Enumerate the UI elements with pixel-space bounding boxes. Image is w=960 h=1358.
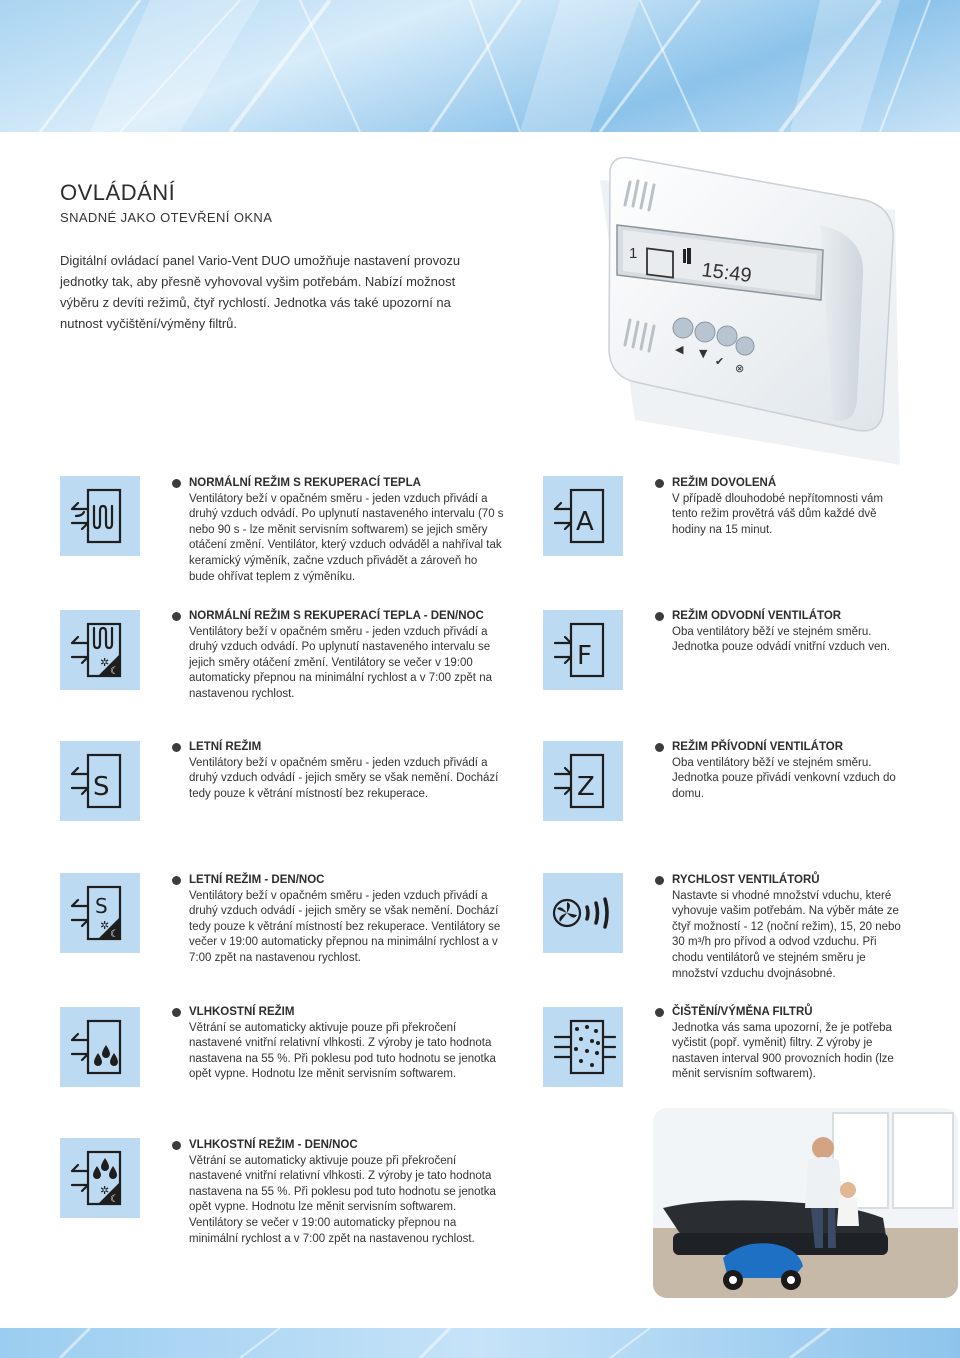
intro-paragraph: Digitální ovládací panel Vario-Vent DUO umožňuje nastavení provozu jednotky tak, aby přesně vyhovoval vyšim potřebám. Nabízí možnost výběru z devíti režimů, čtyř rychlostí. Jednotka vás také upozorní na nutnost vyčištění/výměny filtrů.: [60, 253, 461, 331]
svg-text:☾: ☾: [110, 929, 119, 940]
supply-fan-icon: [543, 741, 623, 821]
mode-description: Nastavte si vhodné množství vduchu, které vyhovuje vašim potřebám. Na výběr máte ze čtyř možností - 12 (noční režim), 15, 20 nebo 30 m³/h pro přívod a odvod vzduchu. Při chodu ventilátorů ve stejném směru je množství vzduchu dvojnásobné.: [672, 889, 901, 980]
mode-description: Ventilátory beží v opačném směru - jeden vzduch přivádí a druhý vzduch odvádí - jejich směry se však nemění. Dochází tedy pouze k větrání místností bez rekuperace. Ventilátory se večer v 19:00 automaticky přepnou na minimální rychlost a v 7:00 zpět na nastavenou rychlost.: [189, 889, 501, 964]
mode-description: V případě dlouhodobé nepřítomnosti vám tento režim provětrá váš dům každé dvě hodiny na 15 minut.: [672, 492, 883, 536]
svg-text:✲: ✲: [100, 1184, 110, 1197]
mode-description: Ventilátory beží v opačném směru - jeden vzduch přivádí a druhý vzduch odvádí. Po uplynutí nastaveného intervalu (70 s nebo 90 s - lze měnit servisním softwarem) se jejich směry otáčení změní. Ventilátor, který vzduch odváděl a nahříval tak keramický výměník, začne vzduch přivádět a zároveň ho bude ohřívat teplem z výměníku.: [189, 492, 504, 583]
summer-day-night-icon: [60, 873, 140, 953]
mode-title: LETNÍ REŽIM: [189, 741, 262, 753]
bullet-dot: [172, 876, 181, 885]
bullet-dot: [655, 876, 664, 885]
mode-title: NORMÁLNÍ REŽIM S REKUPERACÍ TEPLA: [189, 477, 421, 489]
svg-text:☾: ☾: [110, 666, 119, 677]
mode-title: VLHKOSTNÍ REŽIM: [189, 1006, 295, 1018]
mode-description: Ventilátory beží v opačném směru - jeden vzduch přivádí a druhý vzduch odvádí. Po uplynutí nastaveného intervalu se jejich směry otáčení změní. Ventilátory se večer v 19:00 automaticky přepnou na minimální rychlost a v 7:00 zpět na nastavenou rychlost.: [189, 625, 492, 700]
bullet-dot: [655, 612, 664, 621]
mode-humidity: [189, 1005, 504, 1083]
bullet-dot: [172, 479, 181, 488]
bullet-dot: [172, 612, 181, 621]
page-subtitle: SNADNÉ JAKO OTEVŘENÍ OKNA: [60, 210, 273, 225]
mode-fan-speed: [672, 873, 907, 982]
svg-text:✲: ✲: [100, 919, 110, 932]
icon-letter-s2: S: [95, 894, 108, 918]
humidity-day-night-icon: [60, 1138, 140, 1218]
mode-title: ČIŠTĚNÍ/VÝMĚNA FILTRŮ: [672, 1006, 813, 1018]
living-room-photo: [653, 1108, 958, 1298]
mode-title: NORMÁLNÍ REŽIM S REKUPERACÍ TEPLA - DEN/NOC: [189, 610, 484, 622]
svg-text:⊗: ⊗: [735, 362, 745, 375]
mode-supply-fan: [672, 740, 907, 802]
svg-text:◀: ◀: [675, 343, 684, 356]
bullet-dot: [172, 743, 181, 752]
mode-description: Ventilátory beží v opačném směru - jeden vzduch přivádí a druhý vzduch odvádí - jejich směry se však nemění. Dochází tedy pouze k větrání místností bez rekuperace.: [189, 756, 499, 800]
icon-letter-a: A: [576, 507, 594, 537]
svg-text:▼: ▼: [699, 347, 708, 360]
mode-title: RYCHLOST VENTILÁTORŮ: [672, 874, 820, 886]
mode-description: Větrání se automaticky aktivuje pouze při překročení nastavené vnitřní relativní vlhkosti. Z výroby je tato hodnota nastavena na 55 %. Při poklesu pod tuto hodnotu se jenotka opět vypne. Hodnotu lze měnit servisním softwarem.: [189, 1021, 496, 1081]
bullet-dot: [172, 1008, 181, 1017]
mode-description: Větrání se automaticky aktivuje pouze při překročení nastavené vnitřní relativní vlhkosti. Z výroby je tato hodnota nastavena na 55 %. Při poklesu pod tuto hodnotu se jenotka opět vypne. Hodnotu lze měnit servisním softwarem. Ventilátory se večer v 19:00 automaticky přepnou na minimální rychlost a v 7:00 zpět na nastavenou rychlost.: [189, 1154, 496, 1245]
summer-mode-icon: [60, 741, 140, 821]
bottom-banner: [0, 1328, 960, 1358]
mode-summer: [189, 740, 504, 802]
mode-title: LETNÍ REŽIM - DEN/NOC: [189, 874, 325, 886]
mode-filter-cleaning: [672, 1005, 907, 1083]
control-panel-illustration: [595, 150, 905, 465]
icon-letter-f: F: [577, 641, 592, 671]
humidity-mode-icon: [60, 1007, 140, 1087]
icon-letter-s: S: [93, 772, 110, 802]
mode-title: REŽIM DOVOLENÁ: [672, 477, 777, 489]
mode-summer-day-night: [189, 873, 504, 967]
filter-icon: [543, 1007, 623, 1087]
bullet-dot: [655, 743, 664, 752]
mode-humidity-day-night: [189, 1138, 504, 1247]
mode-description: Oba ventilátory běží ve stejném směru. Jednotka pouze odvádí vnitřní vzduch ven.: [672, 625, 891, 654]
svg-text:✔: ✔: [715, 355, 725, 368]
mode-title: REŽIM PŘÍVODNÍ VENTILÁTOR: [672, 741, 844, 753]
display-time: 15:49: [700, 259, 753, 288]
bullet-dot: [655, 1008, 664, 1017]
heat-recovery-day-night-icon: [60, 610, 140, 690]
holiday-mode-icon: [543, 476, 623, 556]
display-mode: 1: [629, 245, 638, 262]
page-title: OVLÁDÁNÍ: [60, 180, 176, 205]
mode-description: Jednotka vás sama upozorní, že je potřeba vyčistit (popř. vyměnit) filtry. Z výroby je nastaven interval 900 provozních hodin (lze měnit servisním softwarem).: [672, 1021, 894, 1081]
svg-text:✲: ✲: [100, 656, 110, 669]
top-banner: [0, 0, 960, 132]
mode-normal-heat-recovery: [189, 476, 504, 585]
mode-description: Oba ventilátory běží ve stejném směru. Jednotka pouze přivádí venkovní vzduch do domu.: [672, 756, 896, 800]
mode-heat-recovery-day-night: [189, 609, 504, 703]
mode-title: REŽIM ODVODNÍ VENTILÁTOR: [672, 610, 842, 622]
svg-text:☾: ☾: [110, 1194, 119, 1205]
fan-speed-icon: [543, 873, 623, 953]
heat-recovery-icon: [60, 476, 140, 556]
exhaust-fan-icon: [543, 610, 623, 690]
mode-exhaust-fan: [672, 609, 907, 656]
mode-title: VLHKOSTNÍ REŽIM - DEN/NOC: [189, 1139, 358, 1151]
bullet-dot: [655, 479, 664, 488]
icon-letter-z: Z: [577, 772, 595, 802]
bullet-dot: [172, 1141, 181, 1150]
mode-holiday: [672, 476, 907, 538]
